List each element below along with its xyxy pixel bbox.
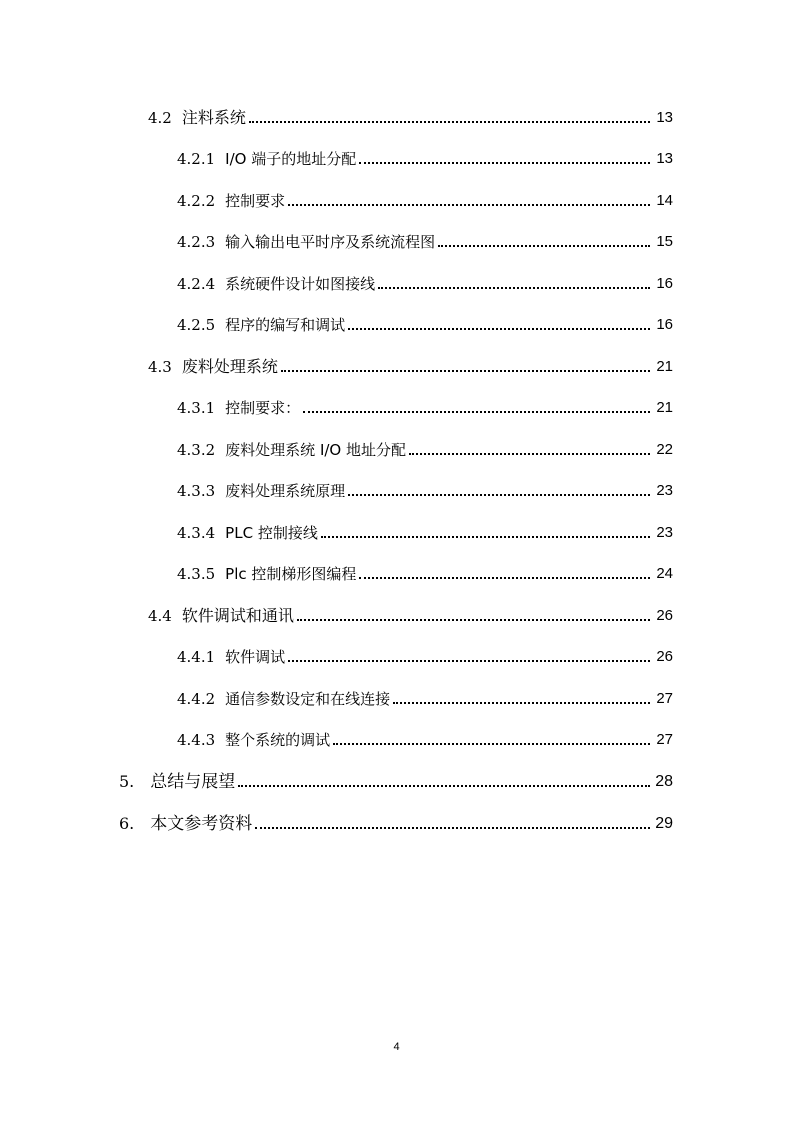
- toc-entry-number: 4.4.2: [177, 690, 216, 708]
- toc-dot-leader: [378, 287, 650, 289]
- toc-entry-page: 22: [656, 441, 673, 458]
- toc-dot-leader: [288, 660, 650, 662]
- toc-entry-page: 21: [656, 358, 673, 375]
- toc-entry-4-2-4[interactable]: [177, 270, 673, 294]
- toc-entry-number: 4.2.5: [177, 316, 216, 334]
- toc-dot-leader: [348, 328, 650, 330]
- toc-dot-leader: [281, 370, 650, 372]
- toc-entry-title: 软件调试和通讯: [181, 606, 294, 625]
- toc-entry-page: 16: [656, 275, 673, 292]
- toc-entry-4-4-1[interactable]: [177, 643, 673, 667]
- toc-entry-title: 废料处理系统: [181, 357, 278, 376]
- toc-entry-title: 废料处理系统原理: [225, 482, 346, 500]
- toc-dot-leader: [333, 743, 650, 745]
- toc-entry-4-2[interactable]: [148, 104, 673, 128]
- toc-entry-4-2-1[interactable]: [177, 145, 673, 169]
- toc-dot-leader: [238, 785, 650, 787]
- toc-entry-page: 16: [656, 316, 673, 333]
- toc-entry-title: 废料处理系统 I/O 地址分配: [225, 441, 406, 459]
- toc-dot-leader: [255, 827, 650, 829]
- toc-entry-page: 15: [656, 233, 673, 250]
- toc-entry-4-3[interactable]: [148, 353, 673, 377]
- toc-entry-title: 通信参数设定和在线连接: [225, 690, 391, 708]
- toc-entry-page: 13: [656, 109, 673, 126]
- toc-entry-number: 4.2.2: [177, 192, 216, 210]
- toc-entry-number: 4.4.3: [177, 731, 216, 749]
- toc-dot-leader: [321, 536, 650, 538]
- toc-entry-title: 总结与展望: [150, 772, 236, 792]
- toc-entry-number: 4.4.1: [177, 648, 216, 666]
- toc-dot-leader: [409, 453, 650, 455]
- toc-entry-4-2-3[interactable]: [177, 228, 673, 252]
- page-number: 4: [393, 1041, 400, 1053]
- toc-entry-4-3-2[interactable]: [177, 436, 673, 460]
- toc-dot-leader: [359, 162, 650, 164]
- toc-entry-4-4-2[interactable]: [177, 685, 673, 709]
- toc-entry-number: 4.3.2: [177, 441, 216, 459]
- toc-entry-4-4-3[interactable]: [177, 726, 673, 750]
- toc-entry-number: 4.2.3: [177, 233, 216, 251]
- toc-entry-4-2-2[interactable]: [177, 187, 673, 211]
- toc-entry-5[interactable]: [119, 768, 673, 792]
- toc-entry-number: 6.: [119, 814, 135, 833]
- toc-dot-leader: [303, 411, 650, 413]
- toc-dot-leader: [288, 204, 650, 206]
- toc-entry-4-4[interactable]: [148, 602, 673, 626]
- toc-entry-number: 4.3: [148, 358, 172, 376]
- toc-entry-number: 4.3.3: [177, 482, 216, 500]
- toc-entry-title: 程序的编写和调试: [225, 316, 346, 334]
- toc-entry-page: 27: [656, 731, 673, 748]
- toc-entry-page: 28: [655, 773, 673, 790]
- toc-dot-leader: [438, 245, 650, 247]
- toc-entry-4-2-5[interactable]: [177, 311, 673, 335]
- toc-entry-page: 21: [656, 399, 673, 416]
- toc-entry-page: 27: [656, 690, 673, 707]
- toc-entry-4-3-5[interactable]: [177, 560, 673, 584]
- toc-entry-number: 4.3.1: [177, 399, 216, 417]
- toc-entry-4-3-3[interactable]: [177, 477, 673, 501]
- toc-entry-4-3-4[interactable]: [177, 519, 673, 543]
- toc-entry-number: 4.3.4: [177, 524, 216, 542]
- toc-entry-page: 13: [656, 150, 673, 167]
- toc-entry-title: 整个系统的调试: [225, 731, 331, 749]
- toc-entry-page: 14: [656, 192, 673, 209]
- toc-entry-title: 输入输出电平时序及系统流程图: [225, 233, 436, 251]
- toc-entry-page: 26: [656, 648, 673, 665]
- toc-dot-leader: [348, 494, 650, 496]
- toc-dot-leader: [297, 619, 650, 621]
- toc-entry-title: 注料系统: [181, 108, 246, 127]
- toc-entry-title: I/O 端子的地址分配: [225, 150, 357, 168]
- toc-entry-number: 4.2.1: [177, 150, 216, 168]
- toc-entry-4-3-1[interactable]: [177, 394, 673, 418]
- toc-entry-title: 控制要求：: [225, 399, 301, 417]
- toc-entry-page: 24: [656, 565, 673, 582]
- toc-entry-title: 本文参考资料: [150, 814, 253, 834]
- toc-entry-number: 4.2: [148, 109, 172, 127]
- toc-entry-number: 4.2.4: [177, 275, 216, 293]
- toc-entry-page: 26: [656, 607, 673, 624]
- toc-dot-leader: [393, 702, 650, 704]
- toc-entry-title: PLC 控制接线: [225, 524, 318, 542]
- toc-entry-page: 23: [656, 482, 673, 499]
- toc-entry-page: 23: [656, 524, 673, 541]
- toc-entry-title: 软件调试: [225, 648, 286, 666]
- toc-entry-title: Plc 控制梯形图编程: [225, 565, 357, 583]
- toc-entry-6[interactable]: [119, 810, 673, 834]
- toc-entry-number: 5.: [119, 772, 135, 791]
- toc-entry-number: 4.4: [148, 607, 172, 625]
- toc-entry-number: 4.3.5: [177, 565, 216, 583]
- toc-dot-leader: [359, 577, 650, 579]
- toc-entry-title: 系统硬件设计如图接线: [225, 275, 376, 293]
- toc-dot-leader: [249, 121, 650, 123]
- toc-entry-title: 控制要求: [225, 192, 286, 210]
- toc-entry-page: 29: [655, 815, 673, 832]
